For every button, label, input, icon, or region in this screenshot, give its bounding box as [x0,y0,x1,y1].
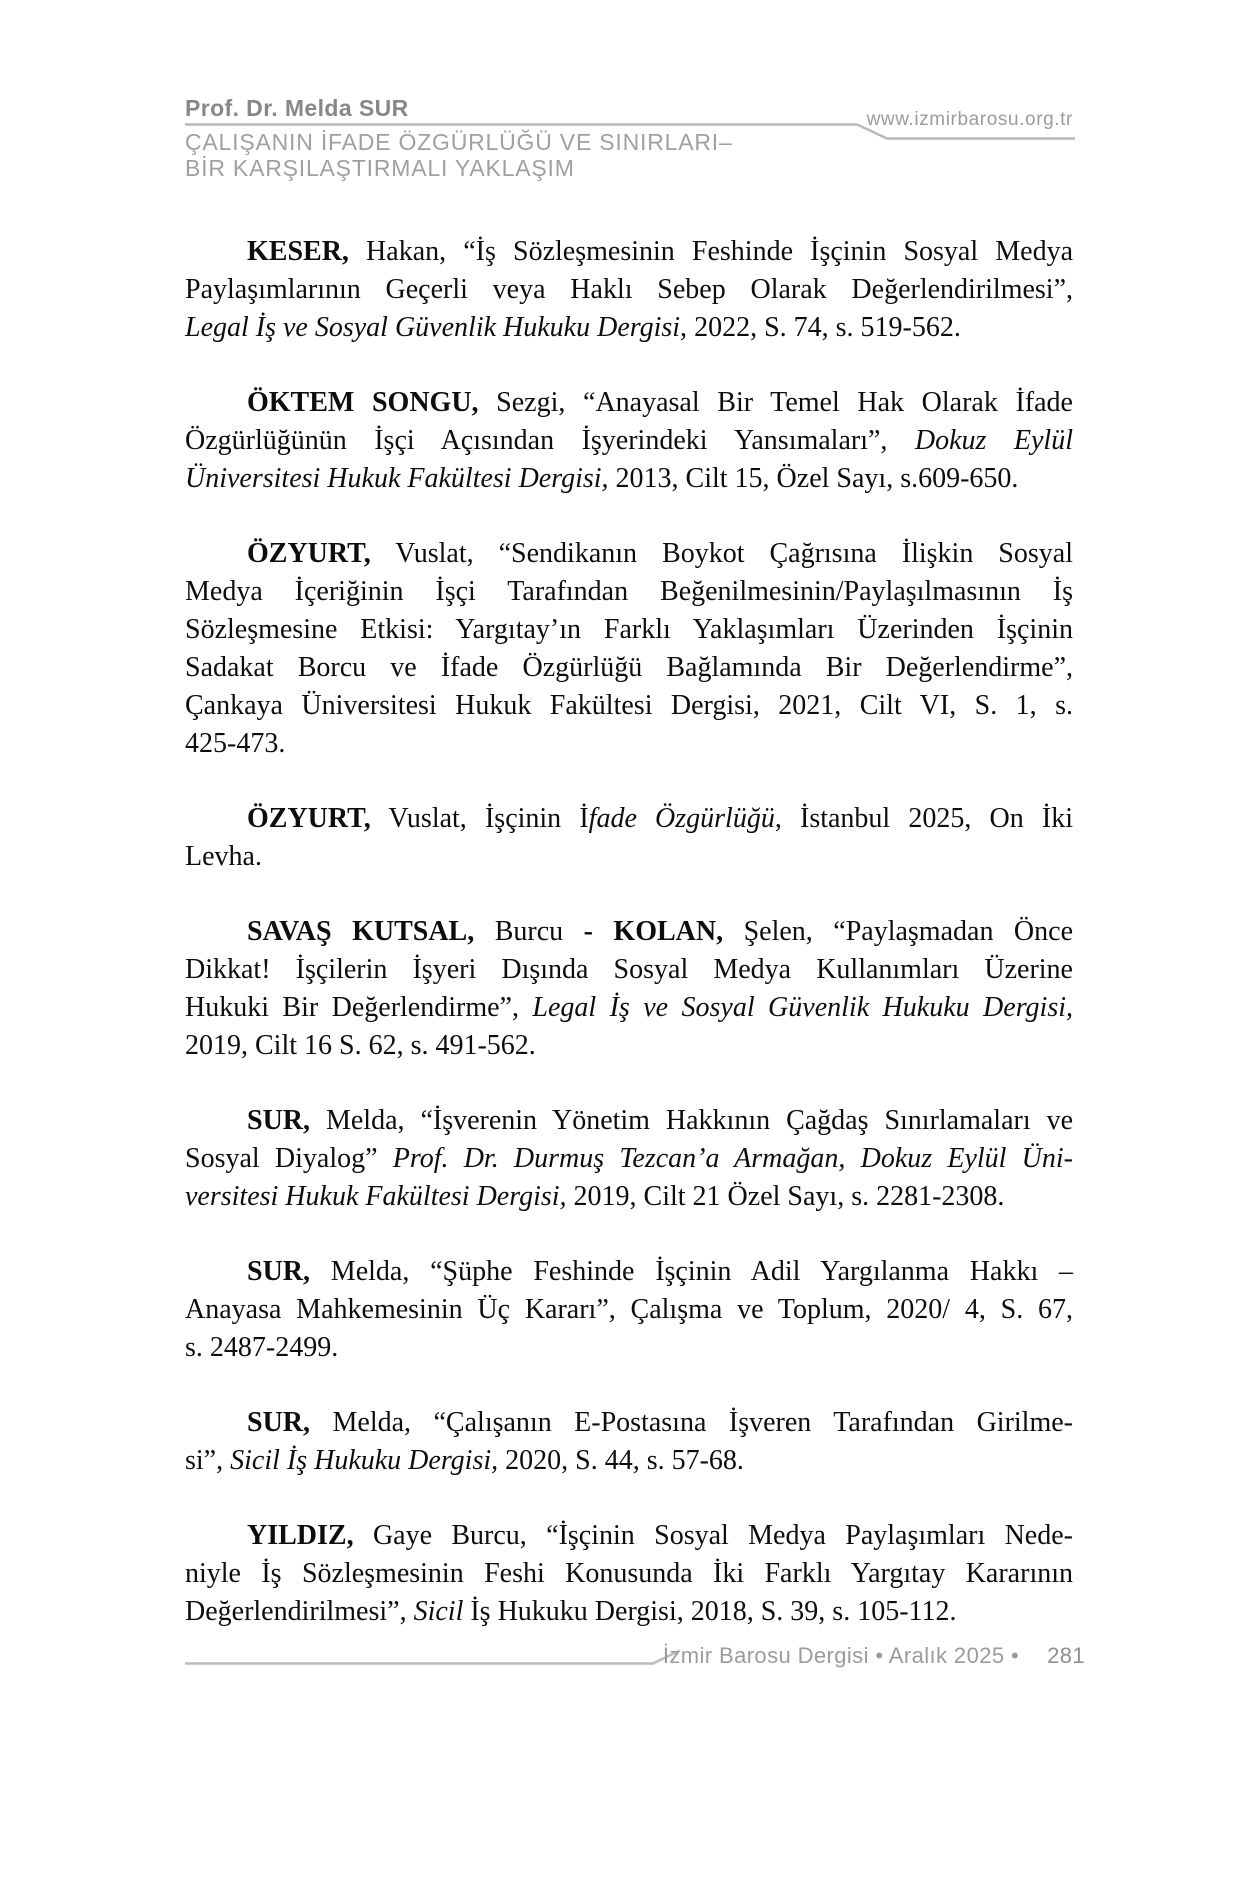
bib-text: Gaye Burcu, “İşçinin Sosyal Medya Paylaşımları Nede- [353,1520,1073,1551]
bib-text: Vuslat, “Sendikanın Boykot Çağrısına İlişkin Sosyal [370,538,1073,569]
author-name: SUR, [247,1105,311,1136]
bib-line [185,271,1073,309]
bib-text: Sadakat Borcu ve İfade Özgürlüğü Bağlamında Bir Değerlendirme”, [185,652,1073,683]
bibliography-entry [185,1102,1073,1216]
bibliography-entry [185,800,1073,876]
bib-line [185,687,1073,725]
footer-journal-info: İzmir Barosu Dergisi • Aralık 2025 • [662,1643,1020,1668]
author-name: SAVAŞ KUTSAL, [247,916,475,947]
bib-text: Çankaya Üniversitesi Hukuk Fakültesi Dergisi, 2021, Cilt VI, S. 1, s. [185,690,1073,721]
footer-page-number: 281 [1047,1643,1085,1668]
bib-line [185,725,1073,763]
bib-text: Değerlendirilmesi”, [185,1596,414,1627]
bib-text: 2019, Cilt 16 S. 62, s. 491-562. [185,1030,536,1061]
bib-line [185,1178,1073,1216]
bib-text: 2020, S. 44, s. 57-68. [498,1445,744,1476]
bib-line [185,913,1073,951]
bibliography [185,233,1073,1631]
bib-line [185,1102,1073,1140]
bib-text: Hukuki Bir Değerlendirme”, [185,992,533,1023]
bib-line [185,460,1073,498]
bib-line [185,951,1073,989]
article-title [185,129,733,181]
bib-line [185,1027,1073,1065]
article-title-line1: ÇALIŞANIN İFADE ÖZGÜRLÜĞÜ VE SINIRLARI– [185,129,733,155]
bib-text: Medya İçeriğinin İşçi Tarafından Beğenilmesinin/Paylaşılmasının İş [185,576,1073,607]
bib-line [185,573,1073,611]
bib-line [185,1555,1073,1593]
author-name: ÖZYURT, [247,538,371,569]
bib-line [185,989,1073,1027]
bib-text: Levha. [185,841,262,872]
bib-line [185,611,1073,649]
bib-line [185,1253,1073,1291]
bibliography-entry [185,913,1073,1065]
bib-line [185,1140,1073,1178]
author-name: SUR, [247,1407,311,1438]
bib-line [185,1291,1073,1329]
author-name: - KOLAN, [583,916,724,947]
website-url: www.izmirbarosu.org.tr [866,109,1073,130]
bib-text: Sezgi, “Anayasal Bir Temel Hak Olarak İfade [478,387,1073,418]
bib-text: İş Hukuku Dergisi, 2018, S. 39, s. 105-112. [463,1596,957,1627]
bib-text: , İstanbul 2025, On İki [774,803,1074,834]
bib-line [185,1517,1073,1555]
bib-text: 2019, Cilt 21 Özel Sayı, s. 2281-2308. [566,1181,1005,1212]
article-title-line2: BİR KARŞILAŞTIRMALI YAKLAŞIM [185,155,575,181]
journal-title: Prof. Dr. Durmuş Tezcan’a Armağan, Dokuz Eylül Üni- [392,1143,1073,1174]
bib-text: Melda, “İşverenin Yönetim Hakkının Çağdaş Sınırlamaları ve [310,1105,1073,1136]
bib-line [185,535,1073,573]
author-name: ÖZYURT, [247,803,371,834]
bib-line [185,1404,1073,1442]
bib-text: Melda, “Şüphe Feshinde İşçinin Adil Yargılanma Hakkı – [310,1256,1073,1287]
bib-text: si”, [185,1445,231,1476]
journal-title: fade Özgürlüğü [588,803,775,834]
bibliography-entry [185,1517,1073,1631]
journal-title: Sicil [413,1596,464,1627]
bib-text: Sosyal Diyalog” [185,1143,393,1174]
bibliography-entry [185,1253,1073,1367]
bib-line [185,233,1073,271]
header-author: Prof. Dr. Melda SUR [185,95,409,121]
journal-title: Sicil İş Hukuku Dergisi, [230,1445,499,1476]
journal-title: Dokuz Eylül [914,425,1073,456]
bib-text: Paylaşımlarının Geçerli veya Haklı Sebep Olarak Değerlendirilmesi”, [185,274,1073,305]
bib-text: niyle İş Sözleşmesinin Feshi Konusunda İki Farklı Yargıtay Kararının [185,1558,1073,1589]
bib-line [185,800,1073,838]
author-name: KESER, [247,236,349,267]
bib-text: Anayasa Mahkemesinin Üç Kararı”, Çalışma ve Toplum, 2020/ 4, S. 67, [185,1294,1073,1325]
bib-text: Sözleşmesine Etkisi: Yargıtay’ın Farklı Yaklaşımları Üzerinden İşçinin [185,614,1073,645]
bib-text: Vuslat, İşçinin İ [370,803,589,834]
bib-text: s. 2487-2499. [185,1332,339,1363]
bib-text: Burcu [474,916,584,947]
bib-text: Özgürlüğünün İşçi Açısından İşyerindeki Yansımaları”, [185,425,915,456]
bibliography-entry [185,233,1073,347]
journal-title: Üniversitesi Hukuk Fakültesi Dergisi, [185,463,609,494]
bib-text: 425-473. [185,728,286,759]
bib-line [185,1593,1073,1631]
bib-text: 2022, S. 74, s. 519-562. [687,312,961,343]
journal-title: Legal İş ve Sosyal Güvenlik Hukuku Dergisi, [532,992,1074,1023]
bib-line [185,422,1073,460]
author-name: YILDIZ, [247,1520,354,1551]
bib-line [185,384,1073,422]
journal-title: Legal İş ve Sosyal Güvenlik Hukuku Dergisi, [185,312,688,343]
footer [185,1643,1085,1669]
author-name: SUR, [247,1256,311,1287]
bibliography-entry [185,384,1073,498]
journal-title: versitesi Hukuk Fakültesi Dergisi, [185,1181,567,1212]
bib-text: Melda, “Çalışanın E-Postasına İşveren Tarafından Girilme- [310,1407,1073,1438]
author-name: ÖKTEM SONGU, [247,387,479,418]
bib-text: Şelen, “Paylaşmadan Önce [723,916,1074,947]
bib-text: Dikkat! İşçilerin İşyeri Dışında Sosyal Medya Kullanımları Üzerine [185,954,1073,985]
bib-line [185,649,1073,687]
bib-text: Hakan, “İş Sözleşmesinin Feshinde İşçinin Sosyal Medya [348,236,1073,267]
bib-text: 2013, Cilt 15, Özel Sayı, s.609-650. [608,463,1019,494]
bib-line [185,838,1073,876]
bib-line [185,1442,1073,1480]
bib-line [185,1329,1073,1367]
bibliography-entry [185,535,1073,763]
bib-line [185,309,1073,347]
bibliography-entry [185,1404,1073,1480]
